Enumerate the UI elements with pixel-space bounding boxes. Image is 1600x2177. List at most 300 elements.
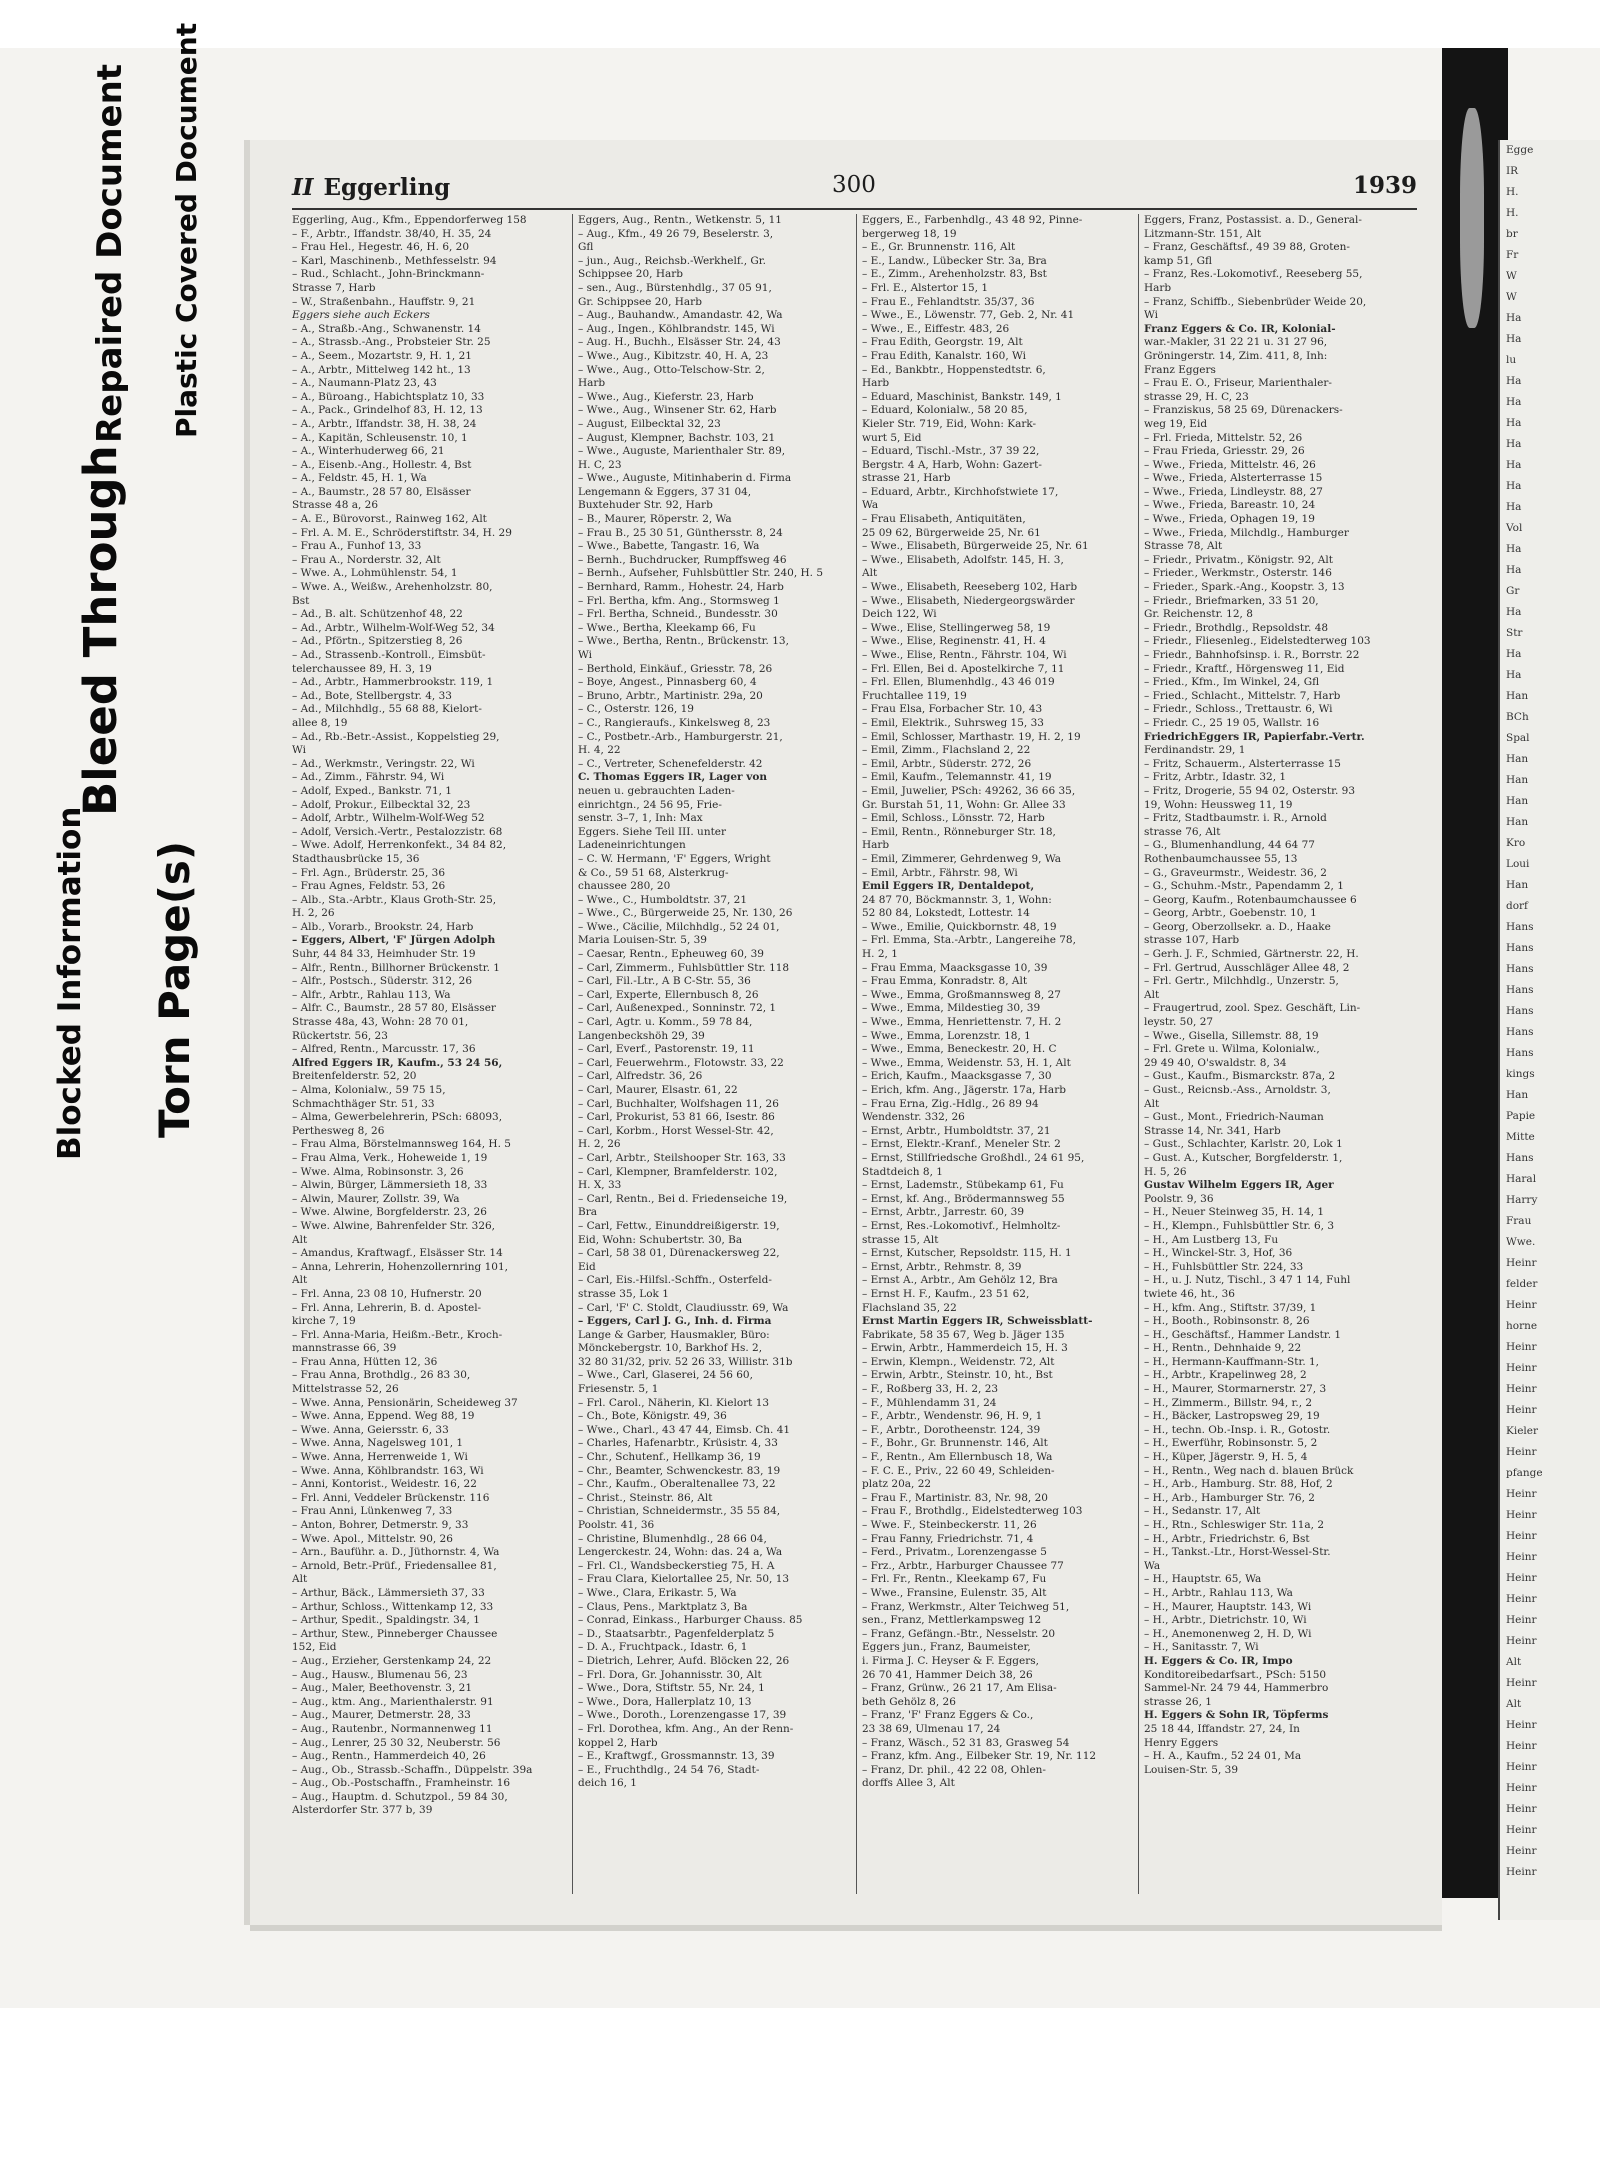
directory-entry: – Ad., Pförtn., Spitzerstieg 8, 26: [292, 635, 463, 648]
directory-entry: – Alma, Kolonialw., 59 75 15,: [292, 1084, 446, 1096]
directory-entry: – Alb., Sta.-Arbtr., Klaus Groth-Str. 25,: [292, 893, 497, 906]
directory-entry: – Wwe., Emma, Mildestieg 30, 39: [862, 1002, 1041, 1015]
directory-entry: – Fritz, Stadtbaumstr. i. R., Arnold: [1144, 812, 1327, 825]
edge-fragment: Ha: [1506, 480, 1522, 492]
directory-entry: – Ernst, Lademstr., Stübekamp 61, Fu: [862, 1179, 1064, 1192]
directory-entry: – Wwe., Frieda, Ophagen 19, 19: [1144, 513, 1315, 526]
directory-entry: – Frl. Cl., Wandsbeckerstieg 75, H. A: [578, 1559, 775, 1572]
directory-entry: – Wwe., Elise, Reginenstr. 41, H. 4: [862, 635, 1046, 648]
directory-entry: – Wwe. Alwine, Bahrenfelder Str. 326,: [292, 1219, 496, 1232]
section-numeral: II: [292, 174, 314, 201]
edge-fragment: H.: [1506, 207, 1519, 219]
directory-entry: – Caesar, Rentn., Epheuweg 60, 39: [578, 948, 764, 961]
directory-entry: – Frau A., Funhof 13, 33: [292, 540, 422, 553]
directory-entry: – H., Arbtr., Dietrichstr. 10, Wi: [1144, 1614, 1307, 1627]
directory-entry: Lengemann & Eggers, 37 31 04,: [578, 485, 752, 498]
edge-fragment: Ha: [1506, 438, 1522, 450]
directory-entry: – Frau B., 25 30 51, Günthersstr. 8, 24: [578, 526, 783, 539]
directory-entry: – Emil, Arbtr., Fährstr. 98, Wi: [862, 866, 1018, 879]
directory-entry: – Eggers, Albert, 'F' Jürgen Adolph: [292, 934, 496, 947]
edge-fragment: Heinr: [1506, 1383, 1537, 1395]
directory-entry: – Conrad, Einkass., Harburger Chauss. 85: [578, 1614, 803, 1627]
edge-fragment: Harry: [1506, 1194, 1538, 1206]
directory-entry: – Wwe., Frieda, Alsterterrasse 15: [1144, 472, 1323, 485]
directory-entry: deich 16, 1: [578, 1777, 637, 1790]
directory-entry: – Frau Anni, Lünkenweg 7, 33: [292, 1505, 453, 1518]
directory-entry: C. Thomas Eggers IR, Lager von: [578, 771, 767, 784]
directory-entry: – Franz, Grünw., 26 21 17, Am Elisa-: [862, 1682, 1057, 1695]
directory-entry: – Frl. Carol., Näherin, Kl. Kielort 13: [578, 1396, 770, 1409]
directory-entry: Rothenbaumchaussee 55, 13: [1144, 852, 1298, 865]
directory-entry: – C. W. Hermann, 'F' Eggers, Wright: [578, 852, 771, 865]
edge-fragment: BCh: [1506, 711, 1529, 723]
directory-entry: Ferdinandstr. 29, 1: [1144, 744, 1246, 757]
edge-fragment: Loui: [1506, 858, 1530, 870]
directory-entry: Eggers, Franz, Postassist. a. D., General-: [1144, 214, 1362, 226]
directory-entry: – Adolf, Exped., Bankstr. 71, 1: [292, 784, 452, 797]
directory-entry: – H., Arb., Hamburger Str. 76, 2: [1144, 1491, 1315, 1504]
directory-entry: – Wwe., Dora, Hallerplatz 10, 13: [578, 1695, 752, 1708]
directory-entry: – Carl, Zimmerm., Fuhlsbüttler Str. 118: [578, 961, 790, 974]
edge-fragment: Han: [1506, 690, 1529, 702]
directory-entry: – Alfred, Rentn., Marcusstr. 17, 36: [292, 1043, 476, 1056]
directory-entry: weg 19, Eid: [1144, 417, 1208, 430]
directory-entry: – Rud., Schlacht., John-Brinckmann-: [292, 268, 485, 281]
directory-entry: Alt: [292, 1573, 308, 1586]
directory-entry: – Wwe. Alwine, Borgfelderstr. 23, 26: [292, 1206, 487, 1219]
directory-entry: neuen u. gebrauchten Laden-: [578, 784, 735, 797]
directory-entry: – Gust., Reicnsb.-Ass., Arnoldstr. 3,: [1144, 1084, 1331, 1096]
edge-fragment: Hans: [1506, 984, 1534, 996]
directory-entry: Strasse 78, Alt: [1144, 540, 1223, 553]
directory-entry: – Chr., Kaufm., Oberaltenallee 73, 22: [578, 1478, 776, 1491]
directory-entry: – Arthur, Stew., Pinneberger Chaussee: [292, 1627, 498, 1640]
directory-entry: – C., Postbetr.-Arb., Hamburgerstr. 21,: [578, 730, 783, 743]
directory-entry: – Frl. A. M. E., Schröderstiftstr. 34, H. 29: [292, 526, 512, 539]
directory-entry: senstr. 3–7, 1, Inh: Max: [578, 812, 703, 825]
directory-entry: – Carl, Fettw., Einunddreißigerstr. 19,: [578, 1219, 780, 1232]
directory-entry: – Carl, Maurer, Elsastr. 61, 22: [578, 1084, 738, 1096]
directory-entry: – H., kfm. Ang., Stiftstr. 37/39, 1: [1144, 1301, 1317, 1314]
label-repaired-document: Repaired Document: [90, 63, 130, 443]
directory-entry: – Carl, Rentn., Bei d. Friedenseiche 19,: [578, 1192, 788, 1205]
directory-entry: – F., Bohr., Gr. Brunnenstr. 146, Alt: [862, 1437, 1048, 1450]
directory-entry: – Emil, Zimm., Flachsland 2, 22: [862, 744, 1031, 757]
directory-entry: – H., Am Lustberg 13, Fu: [1144, 1233, 1279, 1246]
directory-entry: mannstrasse 66, 39: [292, 1342, 397, 1355]
edge-fragment: W: [1506, 270, 1517, 282]
directory-entry: Poolstr. 9, 36: [1144, 1192, 1214, 1205]
directory-entry: – Fraugertrud, zool. Spez. Geschäft, Lin-: [1144, 1002, 1361, 1015]
directory-entry: – E., Kraftwgf., Grossmannstr. 13, 39: [578, 1750, 775, 1763]
directory-entry: – H., Winckel-Str. 3, Hof, 36: [1144, 1247, 1293, 1260]
directory-entry: – Georg, Arbtr., Goebenstr. 10, 1: [1144, 907, 1317, 920]
directory-entry: Stadtdeich 8, 1: [862, 1165, 943, 1178]
directory-entry: – Frl. Dora, Gr. Johannisstr. 30, Alt: [578, 1668, 762, 1681]
directory-entry: – Wwe. F., Steinbeckerstr. 11, 26: [862, 1519, 1037, 1531]
edge-fragment: Hans: [1506, 963, 1534, 975]
directory-entry: – Wwe., Emma, Henriettenstr. 7, H. 2: [862, 1016, 1062, 1029]
directory-entry: – Wwe., Emma, Großmannsweg 8, 27: [862, 988, 1061, 1001]
directory-entry: – Chr., Schutenf., Hellkamp 36, 19: [578, 1451, 761, 1464]
directory-entry: – Wwe., Frieda, Lindleystr. 88, 27: [1144, 485, 1323, 498]
directory-entry: – Amandus, Kraftwagf., Elsässer Str. 14: [292, 1247, 503, 1260]
directory-entry: – Frl. Bertha, kfm. Ang., Stormsweg 1: [578, 594, 780, 607]
edge-fragment: Ha: [1506, 606, 1522, 618]
directory-entry: – Fritz, Drogerie, 55 94 02, Osterstr. 93: [1144, 784, 1356, 797]
edge-fragment: Mitte: [1506, 1131, 1535, 1143]
directory-entry: – Aug., Rentn., Hammerdeich 40, 26: [292, 1750, 486, 1763]
directory-entry: – Friedr., Schloss., Trettaustr. 6, Wi: [1144, 703, 1333, 716]
directory-entry: – Ad., Strassenb.-Kontroll., Eimsbüt-: [292, 649, 486, 661]
directory-entry: – Georg, Oberzollsekr. a. D., Haake: [1144, 920, 1331, 933]
directory-entry: Gr. Schippsee 20, Harb: [578, 295, 702, 308]
directory-entry: Rückertstr. 56, 23: [292, 1029, 388, 1042]
directory-entry: – E., Zimm., Arehenholzstr. 83, Bst: [862, 268, 1047, 281]
directory-entry: Alt: [862, 567, 878, 580]
directory-entry: – H., Ewerführ, Robinsonstr. 5, 2: [1144, 1437, 1318, 1450]
edge-fragment: Han: [1506, 1089, 1529, 1101]
directory-entry: – Wwe., Frieda, Bareastr. 10, 24: [1144, 499, 1316, 512]
directory-entry: – Frau Hel., Hegestr. 46, H. 6, 20: [292, 241, 470, 254]
directory-entry: Wi: [1144, 309, 1158, 322]
directory-entry: – H., u. J. Nutz, Tischl., 3 47 1 14, Fuhl: [1144, 1274, 1351, 1287]
directory-entry: – B., Maurer, Röperstr. 2, Wa: [578, 513, 732, 526]
directory-entry: – Eduard, Arbtr., Kirchhofstwiete 17,: [862, 485, 1059, 498]
edge-fragment: Heinr: [1506, 1845, 1537, 1857]
directory-entry: – H., Tankst.-Ltr., Horst-Wessel-Str.: [1144, 1546, 1331, 1559]
edge-fragment: Kro: [1506, 837, 1526, 849]
directory-entry: – Emil, Arbtr., Süderstr. 272, 26: [862, 757, 1032, 770]
edge-fragment: horne: [1506, 1320, 1538, 1332]
condition-labels: [0, 22, 240, 2008]
column-divider: [1138, 214, 1139, 1894]
directory-entry: – Ad., Werkmstr., Veringstr. 22, Wi: [292, 757, 475, 770]
edge-fragment: Heinr: [1506, 1803, 1537, 1815]
edge-fragment: Hans: [1506, 942, 1534, 954]
directory-entry: Bst: [292, 594, 310, 607]
directory-entry: Lange & Garber, Hausmakler, Büro:: [578, 1328, 770, 1341]
directory-entry: – Friedr., Bahnhofsinsp. i. R., Borrstr. 22: [1144, 649, 1360, 661]
directory-entry: – A., Feldstr. 45, H. 1, Wa: [292, 472, 427, 485]
directory-entry: Breitenfelderstr. 52, 20: [292, 1070, 417, 1083]
column-divider: [572, 214, 573, 1894]
gutter-highlight: [1460, 108, 1484, 328]
directory-entry: Harb: [1144, 281, 1172, 294]
directory-entry: – Wwe., Carl, Glaserei, 24 56 60,: [578, 1369, 753, 1382]
directory-entry: – Frau Fanny, Friedrichstr. 71, 4: [862, 1532, 1034, 1545]
directory-entry: Buxtehuder Str. 92, Harb: [578, 499, 713, 512]
directory-entry: Alt: [1144, 988, 1160, 1001]
directory-entry: – A., Seem., Mozartstr. 9, H. 1, 21: [292, 349, 472, 362]
directory-entry: – Wwe., Elisabeth, Bürgerweide 25, Nr. 61: [862, 540, 1089, 553]
directory-entry: Gr. Burstah 51, 11, Wohn: Gr. Allee 33: [862, 798, 1066, 811]
directory-entry: – Ernst, Arbtr., Jarrestr. 60, 39: [862, 1206, 1025, 1219]
directory-entry: – F., Arbtr., Iffandstr. 38/40, H. 35, 24: [292, 227, 492, 240]
directory-entry: – Wwe., Charl., 43 47 44, Eimsb. Ch. 41: [578, 1423, 791, 1436]
directory-entry: Deich 122, Wi: [862, 608, 937, 621]
directory-entry: – Frau Anna, Brothdlg., 26 83 30,: [292, 1369, 471, 1382]
directory-entry: – sen., Aug., Bürstenhdlg., 37 05 91,: [578, 281, 772, 294]
directory-entry: – Ad., Zimm., Fährstr. 94, Wi: [292, 771, 445, 784]
edge-fragment: Kieler: [1506, 1425, 1539, 1437]
directory-entry: Alt: [292, 1233, 308, 1246]
directory-entry: – Charles, Hafenarbtr., Krüsistr. 4, 33: [578, 1437, 778, 1450]
column-4: [1144, 214, 1416, 1904]
directory-entry: – Adolf, Versich.-Vertr., Pestalozzistr. 68: [292, 825, 503, 838]
directory-entry: – Erich, kfm. Ang., Jägerstr. 17a, Harb: [862, 1084, 1066, 1096]
directory-entry: – Wwe., Elisabeth, Niedergeorgswärder: [862, 594, 1075, 607]
directory-entry: – Wwe., Aug., Kieferstr. 23, Harb: [578, 390, 754, 403]
directory-entry: – Ernst H. F., Kaufm., 23 51 62,: [862, 1287, 1030, 1300]
directory-entry: – Wwe. Alma, Robinsonstr. 3, 26: [292, 1165, 464, 1178]
directory-entry: – Alfr., Postsch., Süderstr. 312, 26: [292, 975, 473, 988]
directory-entry: 25 18 44, Iffandstr. 27, 24, In: [1144, 1722, 1300, 1735]
running-head-name: Eggerling: [323, 174, 451, 201]
directory-entry: – Carl, Agtr. u. Komm., 59 78 84,: [578, 1016, 753, 1029]
edge-fragment: Hans: [1506, 921, 1534, 933]
directory-entry: – Franz, Dr. phil., 42 22 08, Ohlen-: [862, 1763, 1046, 1776]
directory-entry: – A., Strassb.-Ang., Probsteier Str. 25: [292, 336, 491, 349]
column-2: [578, 214, 850, 1904]
directory-entry: – Wwe., Elise, Stellingerweg 58, 19: [862, 621, 1051, 634]
edge-fragment: Heinr: [1506, 1572, 1537, 1584]
directory-entry: sen., Franz, Mettlerkampsweg 12: [862, 1614, 1042, 1627]
directory-entry: – Carl, Alfredstr. 36, 26: [578, 1070, 703, 1083]
edge-fragment: Ha: [1506, 564, 1522, 576]
directory-entry: – Frl. Anni, Veddeler Brückenstr. 116: [292, 1491, 490, 1504]
directory-entry: – Ch., Bote, Königstr. 49, 36: [578, 1410, 727, 1423]
directory-entry: – Frau Edith, Kanalstr. 160, Wi: [862, 349, 1026, 362]
directory-entry: strasse 15, Alt: [862, 1233, 939, 1246]
directory-entry: – H., Rtn., Schleswiger Str. 11a, 2: [1144, 1519, 1325, 1531]
directory-entry: 26 70 41, Hammer Deich 38, 26: [862, 1668, 1033, 1681]
directory-entry: – Wwe., Gisella, Sillemstr. 88, 19: [1144, 1029, 1319, 1042]
directory-entry: – Wwe., Aug., Otto-Telschow-Str. 2,: [578, 363, 765, 376]
directory-entry: – C., Rangieraufs., Kinkelsweg 8, 23: [578, 716, 771, 729]
directory-entry: Wendenstr. 332, 26: [862, 1111, 965, 1124]
directory-entry: – H., Arbtr., Friedrichstr. 6, Bst: [1144, 1532, 1310, 1545]
header-left: [292, 174, 450, 201]
edge-fragment: Ha: [1506, 312, 1522, 324]
directory-entry: Louisen-Str. 5, 39: [1144, 1763, 1238, 1776]
directory-entry: – F. C. E., Priv., 22 60 49, Schleiden-: [862, 1464, 1055, 1477]
directory-entry: beth Gehölz 8, 26: [862, 1695, 956, 1708]
directory-entry: – A., Arbtr., Iffandstr. 38, H. 38, 24: [292, 417, 477, 430]
directory-entry: – Frieder., Spark.-Ang., Koopstr. 3, 13: [1144, 581, 1345, 594]
directory-entry: – Gerh. J. F., Schmied, Gärtnerstr. 22, H.: [1144, 948, 1359, 961]
directory-entry: 23 38 69, Ulmenau 17, 24: [862, 1722, 1001, 1735]
directory-entry: – Aug., Ob.-Postschaffn., Framheinstr. 16: [292, 1777, 511, 1790]
directory-entry: – Emil, Rentn., Rönneburger Str. 18,: [862, 825, 1056, 838]
edge-fragment: Heinr: [1506, 1824, 1537, 1836]
edge-fragment: Ha: [1506, 459, 1522, 471]
directory-entry: – Wwe., Emilie, Quickbornstr. 48, 19: [862, 920, 1057, 933]
directory-entry: – A., Winterhuderweg 66, 21: [292, 445, 445, 458]
directory-entry: 152, Eid: [292, 1641, 337, 1654]
directory-entry: – Carl, Experte, Ellernbusch 8, 26: [578, 988, 759, 1001]
directory-entry: koppel 2, Harb: [578, 1736, 658, 1749]
directory-entry: – Frz., Arbtr., Harburger Chaussee 77: [862, 1559, 1064, 1572]
directory-entry: – Wwe., Fransine, Eulenstr. 35, Alt: [862, 1586, 1047, 1599]
directory-entry: Gr. Reichenstr. 12, 8: [1144, 608, 1253, 621]
directory-entry: – Wwe., Aug., Winsener Str. 62, Harb: [578, 404, 777, 417]
directory-entry: Franz Eggers: [1144, 363, 1216, 376]
directory-entry: – Ad., Rb.-Betr.-Assist., Koppelstieg 29,: [292, 730, 500, 743]
entry-columns: [292, 214, 1417, 1904]
directory-entry: – A., Baumstr., 28 57 80, Elsässer: [292, 485, 471, 498]
directory-entry: – Wwe., Dora, Stiftstr. 55, Nr. 24, 1: [578, 1682, 765, 1695]
directory-entry: – Frl. Ellen, Blumenhdlg., 43 46 019: [862, 676, 1055, 689]
directory-entry: 24 87 70, Böckmannstr. 3, 1, Wohn:: [862, 893, 1052, 906]
directory-entry: H. 2, 26: [292, 907, 335, 920]
directory-entry: – Aug., Ob., Strassb.-Schaffn., Düppelstr. 39a: [292, 1763, 533, 1776]
directory-entry: – Franz, Wäsch., 52 31 83, Grasweg 54: [862, 1736, 1070, 1749]
edge-fragment: Hans: [1506, 1005, 1534, 1017]
edge-fragment: Heinr: [1506, 1404, 1537, 1416]
directory-entry: – Frau Alma, Verk., Hoheweide 1, 19: [292, 1151, 488, 1164]
edge-fragment: Heinr: [1506, 1362, 1537, 1374]
directory-entry: Wi: [292, 744, 306, 757]
directory-entry: Eggers. Siehe Teil III. unter: [578, 825, 727, 838]
directory-entry: strasse 35, Lok 1: [578, 1287, 669, 1300]
directory-entry: – F., Rentn., Am Ellernbusch 18, Wa: [862, 1451, 1053, 1464]
directory-entry: – Frl. Anna, Lehrerin, B. d. Apostel-: [292, 1301, 482, 1314]
directory-entry: – Frl. Ellen, Bei d. Apostelkirche 7, 11: [862, 662, 1065, 675]
directory-entry: platz 20a, 22: [862, 1478, 932, 1491]
directory-page: [250, 140, 1442, 1925]
directory-entry: – Wwe., Emma, Beneckestr. 20, H. C: [862, 1043, 1057, 1056]
directory-entry: – Alwin, Bürger, Lämmersieth 18, 33: [292, 1179, 488, 1192]
directory-entry: – Ad., Arbtr., Wilhelm-Wolf-Weg 52, 34: [292, 621, 495, 634]
directory-entry: Ernst Martin Eggers IR, Schweissblatt-: [862, 1315, 1093, 1328]
edge-fragment: Egge: [1506, 144, 1534, 156]
edge-fragment: Heinr: [1506, 1593, 1537, 1605]
directory-entry: – Aug., Lenrer, 25 30 32, Neuberstr. 56: [292, 1736, 501, 1749]
label-blocked-information: Blocked Information: [52, 806, 88, 1160]
directory-entry: – Karl, Maschinenb., Methfesselstr. 94: [292, 254, 497, 267]
directory-entry: – E., Fruchthdlg., 24 54 76, Stadt-: [578, 1763, 760, 1776]
directory-entry: H. 4, 22: [578, 744, 621, 757]
directory-entry: Strasse 14, Nr. 341, Harb: [1144, 1124, 1281, 1137]
edge-fragment: Heinr: [1506, 1677, 1537, 1689]
directory-entry: – Wwe. A., Weißw., Arehenholzstr. 80,: [292, 581, 493, 594]
directory-entry: – E., Gr. Brunnenstr. 116, Alt: [862, 241, 1016, 254]
directory-entry: – A., Pack., Grindelhof 83, H. 12, 13: [292, 404, 483, 417]
edge-fragment: Heinr: [1506, 1761, 1537, 1773]
directory-entry: – Ernst, Stillfriedsche Großhdl., 24 61 95,: [862, 1151, 1085, 1164]
directory-entry: – Bernh., Buchdrucker, Rumpffsweg 46: [578, 553, 787, 566]
edge-fragment: br: [1506, 228, 1518, 240]
directory-entry: – Wwe., Frieda, Milchdlg., Hamburger: [1144, 526, 1349, 539]
directory-entry: – August, Eilbecktal 32, 23: [578, 417, 721, 430]
edge-fragment: Heinr: [1506, 1299, 1537, 1311]
edge-fragment: Heinr: [1506, 1530, 1537, 1542]
directory-entry: Mittelstrasse 52, 26: [292, 1383, 399, 1396]
directory-entry: – D. A., Fruchtpack., Idastr. 6, 1: [578, 1641, 748, 1654]
directory-entry: – Frl. Anna, 23 08 10, Hufnerstr. 20: [292, 1287, 482, 1300]
directory-entry: Emil Eggers IR, Dentaldepot,: [862, 880, 1035, 893]
directory-entry: – Franz, Gefängn.-Btr., Nesselstr. 20: [862, 1627, 1056, 1640]
directory-entry: – H., Neuer Steinweg 35, H. 14, 1: [1144, 1206, 1325, 1219]
directory-entry: – Franziskus, 58 25 69, Dürenackers-: [1144, 404, 1343, 417]
directory-entry: – Fritz, Schauerm., Alsterterrasse 15: [1144, 757, 1341, 770]
directory-entry: – H., Maurer, Stormarnerstr. 27, 3: [1144, 1383, 1327, 1396]
directory-entry: wurt 5, Eid: [862, 431, 922, 444]
directory-entry: – Carl, Feuerwehrm., Flotowstr. 33, 22: [578, 1056, 784, 1069]
directory-entry: H. Eggers & Sohn IR, Töpferms: [1144, 1709, 1329, 1722]
bottom-margin: [0, 2008, 1600, 2177]
directory-entry: Eggers jun., Franz, Baumeister,: [862, 1641, 1031, 1654]
edge-fragment: Ha: [1506, 333, 1522, 345]
directory-entry: H. 2, 26: [578, 1138, 621, 1151]
directory-entry: – A., Kapitän, Schleusenstr. 10, 1: [292, 431, 468, 444]
directory-entry: 52 80 84, Lokstedt, Lottestr. 14: [862, 907, 1030, 920]
directory-entry: – Wwe. Anna, Köhlbrandstr. 163, Wi: [292, 1464, 484, 1477]
directory-entry: Gröningerstr. 14, Zim. 411, 8, Inh:: [1144, 349, 1328, 362]
directory-entry: – Frieder., Werkmstr., Osterstr. 146: [1144, 567, 1332, 580]
edge-fragment: Ha: [1506, 669, 1522, 681]
directory-entry: 19, Wohn: Heussweg 11, 19: [1144, 798, 1293, 811]
directory-entry: – Wwe., Elisabeth, Adolfstr. 145, H. 3,: [862, 553, 1064, 566]
directory-entry: – Wwe., Cäcilie, Milchhdlg., 52 24 01,: [578, 920, 780, 933]
directory-entry: – Wwe., Elisabeth, Reeseberg 102, Harb: [862, 581, 1078, 594]
directory-entry: – Bernhard, Ramm., Hohestr. 24, Harb: [578, 581, 784, 594]
directory-entry: – Carl, 58 38 01, Dürenackersweg 22,: [578, 1247, 780, 1260]
directory-entry: Strasse 48a, 43, Wohn: 28 70 01,: [292, 1016, 469, 1029]
directory-entry: Henry Eggers: [1144, 1736, 1219, 1749]
directory-entry: – Anni, Kontorist., Weidestr. 16, 22: [292, 1478, 477, 1491]
edge-fragment: Han: [1506, 795, 1529, 807]
directory-entry: – W., Straßenbahn., Hauffstr. 9, 21: [292, 295, 476, 308]
directory-entry: Fabrikate, 58 35 67, Weg b. Jäger 135: [862, 1328, 1065, 1341]
edge-fragment: Alt: [1506, 1656, 1522, 1668]
directory-entry: – Frau E. O., Friseur, Marienthaler-: [1144, 377, 1332, 390]
directory-entry: – Emil, Kaufm., Telemannstr. 41, 19: [862, 771, 1052, 784]
directory-entry: Schippsee 20, Harb: [578, 268, 683, 281]
directory-entry: – Berthold, Einkäuf., Griesstr. 78, 26: [578, 662, 773, 675]
directory-entry: twiete 46, ht., 36: [1144, 1287, 1235, 1300]
directory-entry: – Wwe. A., Lohmühlenstr. 54, 1: [292, 567, 458, 580]
directory-entry: – Gust., Schlachter, Karlstr. 20, Lok 1: [1144, 1138, 1343, 1151]
directory-entry: – Boye, Angest., Pinnasberg 60, 4: [578, 676, 757, 689]
directory-entry: – Anna, Lehrerin, Hohenzollernring 101,: [292, 1260, 508, 1273]
directory-entry: – Wwe., Frieda, Mittelstr. 46, 26: [1144, 458, 1316, 471]
directory-entry: – F., Mühlendamm 31, 24: [862, 1396, 997, 1409]
directory-entry: – Frl. Fr., Rentn., Kleekamp 67, Fu: [862, 1573, 1047, 1586]
directory-entry: – F., Roßberg 33, H. 2, 23: [862, 1383, 999, 1396]
directory-entry: – Erwin, Klempn., Weidenstr. 72, Alt: [862, 1355, 1055, 1368]
directory-entry: Lengerckestr. 24, Wohn: das. 24 a, Wa: [578, 1546, 783, 1559]
directory-entry: war.-Makler, 31 22 21 u. 31 27 96,: [1144, 336, 1328, 349]
directory-entry: – F., Arbtr., Wendenstr. 96, H. 9, 1: [862, 1410, 1043, 1423]
directory-entry: – Aug., Hausw., Blumenau 56, 23: [292, 1668, 468, 1681]
page-number: 300: [832, 172, 876, 198]
directory-entry: – Aug., Ingen., Köhlbrandstr. 145, Wi: [578, 322, 775, 335]
directory-entry: – Ad., Bote, Stellbergstr. 4, 33: [292, 689, 452, 702]
edge-fragment: Heinr: [1506, 1509, 1537, 1521]
directory-entry: – H., Sanitasstr. 7, Wi: [1144, 1641, 1259, 1654]
directory-entry: – H., Klempn., Fuhlsbüttler Str. 6, 3: [1144, 1219, 1335, 1232]
directory-entry: Alsterdorfer Str. 377 b, 39: [292, 1804, 433, 1817]
directory-entry: – Franz, Res.-Lokomotivf., Reeseberg 55,: [1144, 268, 1363, 281]
directory-entry: H. C, 23: [578, 458, 622, 471]
directory-entry: – Bernh., Aufseher, Fuhlsbüttler Str. 240, H. 5: [578, 567, 824, 580]
directory-entry: – Franz, Werkmstr., Alter Teichweg 51,: [862, 1600, 1070, 1613]
directory-entry: – Frl. Grete u. Wilma, Kolonialw.,: [1144, 1043, 1320, 1056]
directory-entry: Langenbeckshöh 29, 39: [578, 1029, 705, 1042]
directory-entry: Ladeneinrichtungen: [578, 839, 686, 852]
